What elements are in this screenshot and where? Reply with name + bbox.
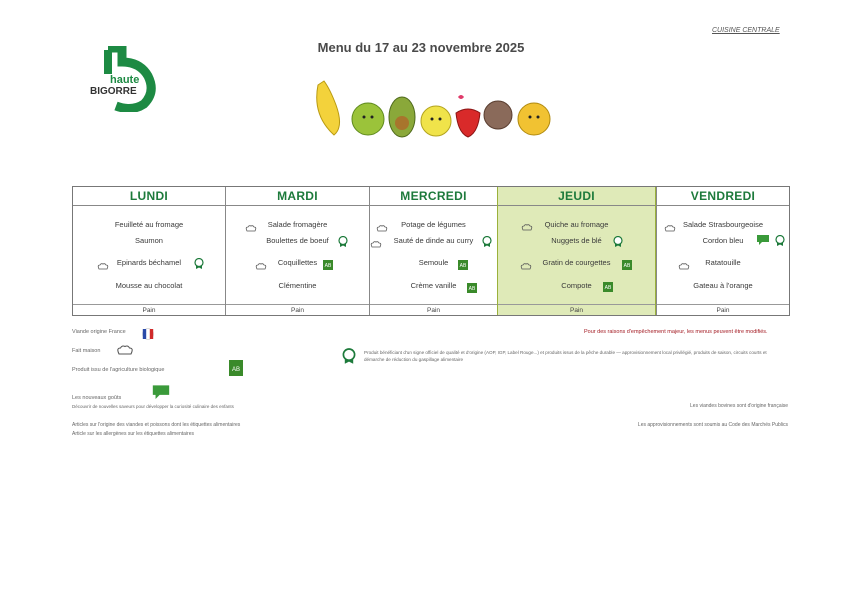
- organic-icon: [467, 280, 477, 298]
- organic-icon: [622, 257, 632, 275]
- fruits-illustration: [310, 75, 560, 147]
- bread-label: Pain: [426, 307, 440, 314]
- day-header: VENDREDI: [690, 189, 756, 203]
- menu-change-notice: Pour des raisons d'empêchement majeur, les menus peuvent être modifiés.: [584, 329, 768, 335]
- organic-icon: [323, 257, 333, 275]
- dish-side: Coquillettes: [277, 258, 318, 267]
- day-column-mardi: [225, 187, 369, 315]
- svg-text:AB: AB: [324, 263, 332, 269]
- chef-hat-icon: [678, 258, 690, 276]
- chef-hat-icon: [521, 219, 533, 237]
- chef-hat-icon: [520, 258, 532, 276]
- divider: [498, 205, 655, 206]
- legend-origin-france: Viande origine France: [72, 329, 126, 335]
- day-column-vendredi: [656, 187, 789, 315]
- divider: [498, 304, 655, 305]
- legend-allergens-2: Article sur les allergènes sur les étiquettes alimentaires: [72, 431, 194, 437]
- svg-text:AB: AB: [468, 286, 476, 292]
- haute-bigorre-logo: [90, 46, 160, 112]
- chef-hat-icon: [255, 258, 267, 276]
- organic-icon: [603, 279, 613, 297]
- organic-badge-text: AB: [231, 367, 241, 373]
- dish-main: Saumon: [135, 236, 163, 245]
- dish-starter: Potage de légumes: [401, 220, 466, 229]
- divider: [226, 304, 369, 305]
- organic-ab-logo: [229, 360, 243, 381]
- quality-label-icon: [338, 234, 348, 252]
- day-column-jeudi: [497, 187, 656, 315]
- divider: [370, 205, 497, 206]
- bread-label: Pain: [142, 307, 156, 314]
- legend-homemade: Fait maison: [72, 348, 101, 354]
- day-header: MARDI: [277, 189, 318, 203]
- menu-title: Menu du 17 au 23 novembre 2025: [317, 40, 525, 55]
- chef-hat-icon: [245, 220, 257, 238]
- legend-new-taste-sub: Découvrir de nouvelles saveurs pour développer la curiosité culinaire des enfants: [72, 404, 234, 409]
- legend-public-procurement: Les approvisionnements sont soumis au Code des Marchés Publics: [637, 422, 788, 428]
- bread-label: Pain: [569, 307, 583, 314]
- divider: [370, 304, 497, 305]
- weekly-menu-table: [72, 186, 790, 316]
- legend-organic: Produit issu de l'agriculture biologique: [72, 367, 165, 373]
- bread-label: Pain: [290, 307, 304, 314]
- dish-dessert: Gateau à l'orange: [693, 281, 753, 290]
- divider: [657, 304, 789, 305]
- bread-label: Pain: [716, 307, 730, 314]
- legend-allergens-1: Articles sur l'origine des viandes et poissons dont les étiquettes alimentaires: [72, 422, 241, 428]
- dish-dessert: Mousse au chocolat: [115, 281, 183, 290]
- new-taste-icon: [151, 384, 171, 404]
- svg-text:AB: AB: [623, 263, 631, 269]
- dish-starter: Quiche au fromage: [544, 220, 609, 229]
- divider: [657, 205, 789, 206]
- day-column-lundi: [73, 187, 225, 315]
- dish-side: Ratatouille: [705, 258, 741, 267]
- legend-quality-note: Produit bénéficiant d'un signe officiel de qualité et d'origine (AOP, IGP, Label Rouge...) et produits issus de la pêche durable — approvisionnement local privilégié, produits de saison, circuits courts et démarche de réduction du gaspillage alimentaire: [364, 350, 767, 362]
- day-header: MERCREDI: [400, 189, 467, 203]
- svg-text:AB: AB: [459, 263, 467, 269]
- chef-hat-icon: [664, 220, 676, 238]
- chef-hat-icon: [116, 344, 134, 362]
- day-column-mercredi: [369, 187, 497, 315]
- dish-side: Gratin de courgettes: [542, 258, 611, 267]
- dish-dessert: Clémentine: [278, 281, 317, 290]
- chef-hat-icon: [97, 258, 109, 276]
- dish-starter: Salade fromagère: [267, 220, 328, 229]
- dish-dessert: Compote: [561, 281, 592, 290]
- dish-starter: Salade Strasbourgeoise: [682, 220, 764, 229]
- divider: [73, 304, 225, 305]
- quality-label-icon: [613, 234, 623, 252]
- dish-side: Semoule: [418, 258, 449, 267]
- divider: [226, 205, 369, 206]
- dish-main: Cordon bleu: [702, 236, 744, 245]
- quality-label-icon: [775, 233, 785, 251]
- dish-main: Nuggets de blé: [551, 236, 602, 245]
- logo-text-haute: haute: [110, 74, 140, 86]
- dish-dessert: Crème vanille: [410, 281, 457, 290]
- french-flag-icon: [142, 327, 154, 345]
- divider: [73, 205, 225, 206]
- dish-side: Epinards béchamel: [116, 258, 182, 267]
- dish-starter: Feuilleté au fromage: [114, 220, 184, 229]
- new-taste-icon: [756, 232, 770, 250]
- quality-label-icon: [482, 234, 492, 252]
- legend-new-taste: Les nouveaux goûts: [72, 395, 122, 401]
- logo-text-bigorre: BIGORRE: [90, 86, 137, 97]
- dish-main: Sauté de dinde au curry: [393, 236, 474, 245]
- cuisine-centrale-label: CUISINE CENTRALE: [712, 27, 780, 34]
- quality-label-icon: [194, 256, 204, 274]
- chef-hat-icon: [370, 236, 382, 254]
- organic-icon: [458, 257, 468, 275]
- svg-text:AB: AB: [604, 285, 612, 291]
- legend-beef-origin: Les viandes bovines sont d'origine française: [690, 403, 788, 409]
- quality-label-icon: [342, 348, 356, 369]
- day-header: JEUDI: [558, 189, 595, 203]
- day-header: LUNDI: [129, 189, 169, 203]
- dish-main: Boulettes de boeuf: [266, 236, 329, 245]
